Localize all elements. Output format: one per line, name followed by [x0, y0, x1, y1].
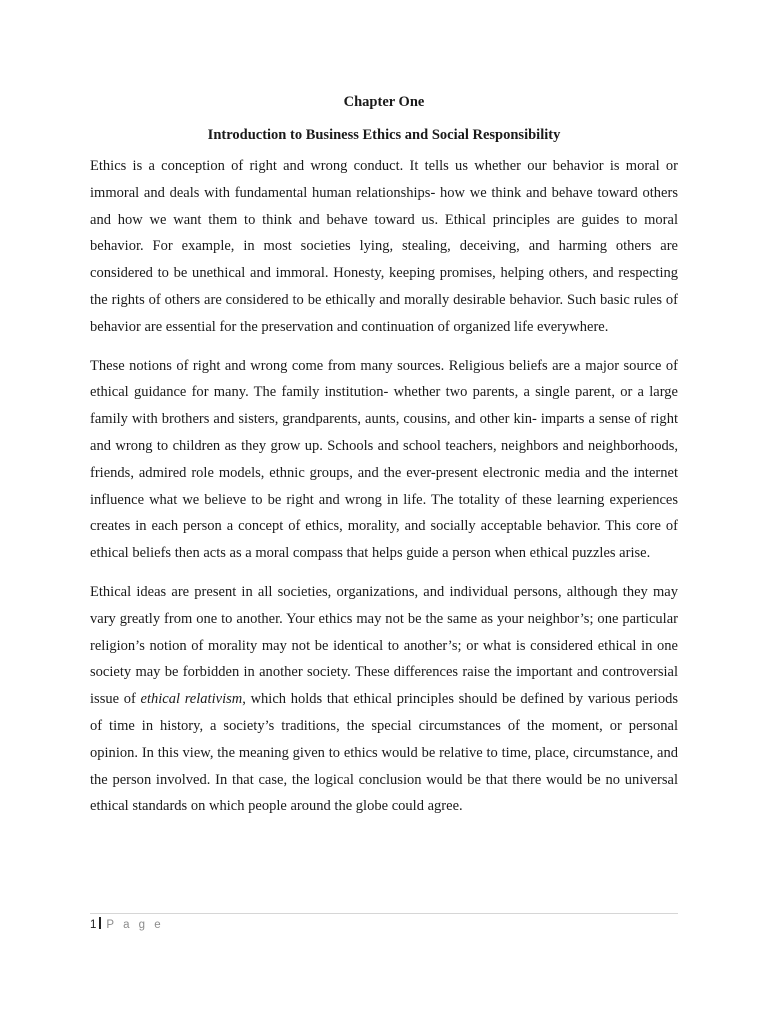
chapter-title: Introduction to Business Ethics and Social Responsibility	[207, 127, 561, 143]
emphasis-ethical-relativism: ethical relativism	[140, 691, 243, 708]
paragraph-ethical-relativism	[90, 579, 678, 820]
document-body	[90, 88, 678, 820]
footer-separator	[99, 917, 101, 929]
paragraph-text-before: Ethical ideas are present in all societies, organizations, and individual persons, although they may vary greatly from one to another. Your ethics may not be the same as your neighbor’s; one particular religion’s notion of morality may not be identical to another’s; or what is considered ethical in one society may be forbidden in another society. These differences raise the important and controversial issue of	[90, 583, 678, 708]
paragraph-ethics-definition: Ethics is a conception of right and wrong conduct. It tells us whether our behavior is moral or immoral and deals with fundamental human relationships- how we think and behave toward others and how we want them to think and behave toward us. Ethical principles are guides to moral behavior. For example, in most societies lying, stealing, deceiving, and harming others are considered to be unethical and immoral. Honesty, keeping promises, helping others, and respecting the rights of others are considered to be ethically and morally desirable behavior. Such basic rules of behavior are essential for the preservation and continuation of organized life everywhere.	[90, 158, 678, 335]
paragraph-ethics-sources: These notions of right and wrong come from many sources. Religious beliefs are a major source of ethical guidance for many. The family institution- whether two parents, a single parent, or a large family with brothers and sisters, grandparents, aunts, cousins, and other kin- imparts a sense of right and wrong to children as they grow up. Schools and school teachers, neighbors and neighborhoods, friends, admired role models, ethnic groups, and the ever-present electronic media and the internet influence what we believe to be right and wrong in life. The totality of these learning experiences creates in each person a concept of ethics, morality, and socially acceptable behavior. This core of ethical beliefs then acts as a moral compass that helps guide a person when ethical puzzles arise.	[90, 357, 678, 562]
paragraph-text-after: , which holds that ethical principles should be defined by various periods of time in history, a society’s traditions, the special circumstances of the moment, or personal opinion. In this view, the meaning given to ethics would be relative to time, place, circumstance, and the person involved. In that case, the logical conclusion would be that there would be no universal ethical standards on which people around the globe could agree.	[90, 691, 679, 815]
page-footer	[90, 913, 678, 934]
page-label: P a g e	[106, 919, 164, 931]
chapter-label: Chapter One	[343, 94, 425, 110]
page-number: 1	[90, 919, 97, 931]
